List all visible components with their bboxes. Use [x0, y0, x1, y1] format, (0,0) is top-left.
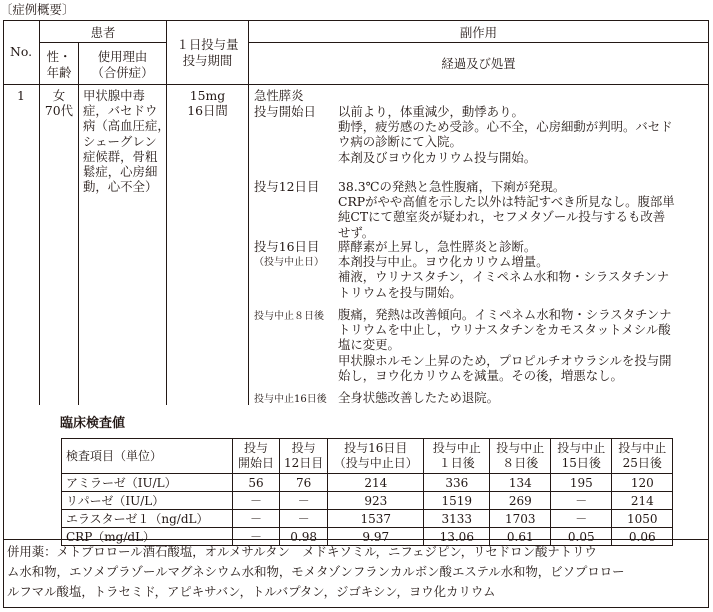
header-patient: 患者: [90, 25, 116, 40]
lab-item-header: 検査項目（単位）: [62, 439, 233, 474]
lab-value: 13.06: [424, 528, 490, 546]
concomitant-line: ム水和物，エソメプラゾールマグネシウム水和物，モメタゾンフランカルボン酸エステル水和物，ビソプロロー: [7, 564, 625, 579]
timeline-line: 本剤投与中止。ヨウ化カリウム増量。: [338, 254, 549, 270]
lab-value: 56: [233, 474, 280, 492]
lab-value: 214: [328, 474, 424, 492]
lab-value: －: [280, 510, 328, 528]
timeline-line: 本剤及びヨウ化カリウム投与開始。: [338, 149, 537, 165]
timeline-line: CRPがやや高値を示した以外は特記すべき所見なし。腹部単: [338, 194, 675, 210]
timeline-line: ウ病の診断にて入院。: [338, 134, 462, 150]
timeline-line: トリウムを中止し，ウリナスタチンをカモスタットメシル酸: [338, 322, 671, 338]
lab-item-name: CRP（mg/dL）: [62, 528, 233, 546]
frame-top: [3, 20, 709, 21]
lab-table: [61, 438, 673, 546]
lab-value: 120: [612, 474, 673, 492]
timeline-line: 甲状腺ホルモン上昇のため，プロピルチオウラシルを投与開: [338, 352, 672, 368]
lab-column-header-line: ８日後: [502, 456, 539, 470]
reason-line: 症候群，骨粗: [83, 148, 158, 164]
frame-left: [3, 20, 4, 608]
lab-column-header-line: 開始日: [237, 456, 274, 470]
lab-value: －: [233, 492, 280, 510]
col-line-2: [78, 42, 79, 405]
lab-title: 臨床検査値: [60, 416, 126, 431]
lab-row: [62, 474, 673, 492]
case-sex: 女: [52, 88, 66, 103]
lab-value: －: [233, 528, 280, 546]
lab-column-header: [490, 439, 551, 474]
lab-value: 0.61: [490, 528, 551, 546]
section-title: 〔症例概要〕: [0, 2, 75, 17]
lab-column-header: [328, 439, 424, 474]
case-no: 1: [17, 88, 25, 103]
lab-value: －: [551, 492, 612, 510]
header-daily-dose: １日投与量: [176, 37, 239, 52]
reason-line: 鬆症，心房細: [83, 164, 158, 179]
lab-column-header-line: 投与中止: [618, 441, 667, 455]
lab-value: 3133: [424, 510, 490, 528]
lab-column-header-line: 15日後: [561, 456, 601, 470]
lab-column-header-line: 投与: [243, 441, 268, 455]
lab-value: 1519: [424, 492, 490, 510]
frame-bottom: [3, 607, 709, 608]
timeline-line: 動悸，疲労感のため受診。心不全，心房細動が判明。バセド: [338, 119, 673, 135]
lab-row: [62, 528, 673, 546]
lab-item-name: エラスターゼ１（ng/dL）: [62, 510, 233, 528]
lab-item-name: リパーゼ（IU/L）: [62, 492, 233, 510]
lab-column-header: [280, 439, 328, 474]
lab-item-name: アミラーゼ（IU/L）: [62, 474, 233, 492]
header-no: No.: [9, 44, 33, 59]
reason-line: 病（高血圧症，: [83, 118, 170, 134]
lab-column-header-line: 12日目: [284, 456, 324, 470]
lab-value: 1703: [490, 510, 551, 528]
timeline-label: 投与12日目: [254, 179, 320, 194]
col-line-4: [248, 20, 249, 405]
case-dose: 15mg: [189, 88, 226, 103]
header-divider-patient: [39, 42, 166, 43]
timeline-label: 投与開始日: [254, 104, 316, 119]
header-course: 経過及び処置: [441, 56, 516, 71]
lab-column-header: [233, 439, 280, 474]
header-complications: （合併症）: [91, 65, 154, 80]
timeline-label: 投与中止８日後: [254, 311, 324, 322]
header-sex: 性・: [46, 49, 72, 64]
lab-value: －: [551, 510, 612, 528]
lab-column-header-line: 投与: [291, 441, 316, 455]
timeline-line: 補液，ウリナスタチン，イミペネム水和物・シラスタチンナ: [338, 269, 670, 285]
lab-column-header-line: 投与16日目: [344, 441, 408, 455]
timeline-label: 投与中止16日後: [254, 394, 327, 405]
lab-column-header-line: 投与中止: [557, 441, 606, 455]
lab-row: [62, 492, 673, 510]
lab-value: 0.05: [551, 528, 612, 546]
lab-value: 0.06: [612, 528, 673, 546]
lab-value: 134: [490, 474, 551, 492]
lab-value: －: [280, 492, 328, 510]
header-side-effect: 副作用: [459, 25, 498, 40]
timeline-line: トリウムを投与開始。: [338, 284, 462, 300]
timeline-sublabel: （投与中止日）: [254, 257, 324, 268]
lab-value: 0.98: [280, 528, 328, 546]
timeline-line: 塩に変更。: [338, 337, 400, 353]
frame-right: [708, 20, 709, 608]
timeline-label: 投与16日目: [254, 239, 320, 254]
timeline-line: 以前より，体重減少，動悸あり。: [338, 104, 524, 119]
lab-column-header-line: 25日後: [622, 456, 662, 470]
lab-column-header-line: 投与中止: [496, 441, 545, 455]
lab-column-header-line: 投与中止: [432, 441, 481, 455]
diagnosis: 急性膵炎: [254, 88, 304, 103]
timeline-line: 腹痛，発熱は改善傾向。イミペネム水和物・シラスタチンナ: [338, 307, 672, 322]
timeline-line: 純CTにて憩室炎が疑われ，セフメタゾール投与するも改善: [338, 209, 666, 225]
lab-value: 9.97: [328, 528, 424, 546]
header-age: 年齢: [46, 65, 72, 80]
lab-value: 269: [490, 492, 551, 510]
lab-column-header: [612, 439, 673, 474]
case-period: 16日間: [187, 103, 228, 118]
header-period: 投与期間: [182, 53, 233, 68]
lab-header-row: [62, 439, 673, 474]
reason-line: 甲状腺中毒: [83, 88, 145, 103]
header-bottom: [3, 84, 709, 85]
lab-value: 336: [424, 474, 490, 492]
case-age: 70代: [44, 103, 74, 118]
lab-value: 923: [328, 492, 424, 510]
lab-value: 76: [280, 474, 328, 492]
col-line-3: [166, 20, 167, 405]
lab-value: 195: [551, 474, 612, 492]
lab-column-header: [551, 439, 612, 474]
concomitant-line: ルフマル酸塩，トラセミド，アピキサバン，トルバプタン，ジゴキシン，ヨウ化カリウム: [7, 584, 496, 599]
lab-column-header: [424, 439, 490, 474]
lab-column-header-line: １日後: [438, 456, 475, 470]
timeline-line: 始し，ヨウ化カリウムを減量。その後，増悪なし。: [338, 367, 623, 383]
header-divider-side: [248, 42, 708, 43]
timeline-line: せず。: [338, 224, 375, 240]
lab-value: 1537: [328, 510, 424, 528]
reason-line: シェーグレン: [83, 133, 157, 149]
lab-value: 214: [612, 492, 673, 510]
timeline-line: 膵酵素が上昇し，急性膵炎と診断。: [338, 239, 537, 254]
concomitant-line: 併用薬：メトプロロール酒石酸塩，オルメサルタン メドキソミル，ニフェジピン，リセドロン酸ナトリウ: [7, 544, 597, 559]
timeline-line: 全身状態改善したため退院。: [338, 390, 500, 405]
header-reason: 使用理由: [97, 49, 148, 64]
reason-line: 動，心不全）: [83, 179, 158, 195]
lab-value: －: [233, 510, 280, 528]
lab-column-header-line: （投与中止日）: [333, 456, 418, 470]
reason-line: 症，バセドウ: [83, 103, 158, 119]
timeline-line: 38.3℃の発熱と急性腹痛，下痢が発現。: [338, 179, 566, 194]
lab-row: [62, 510, 673, 528]
lab-value: 1050: [612, 510, 673, 528]
